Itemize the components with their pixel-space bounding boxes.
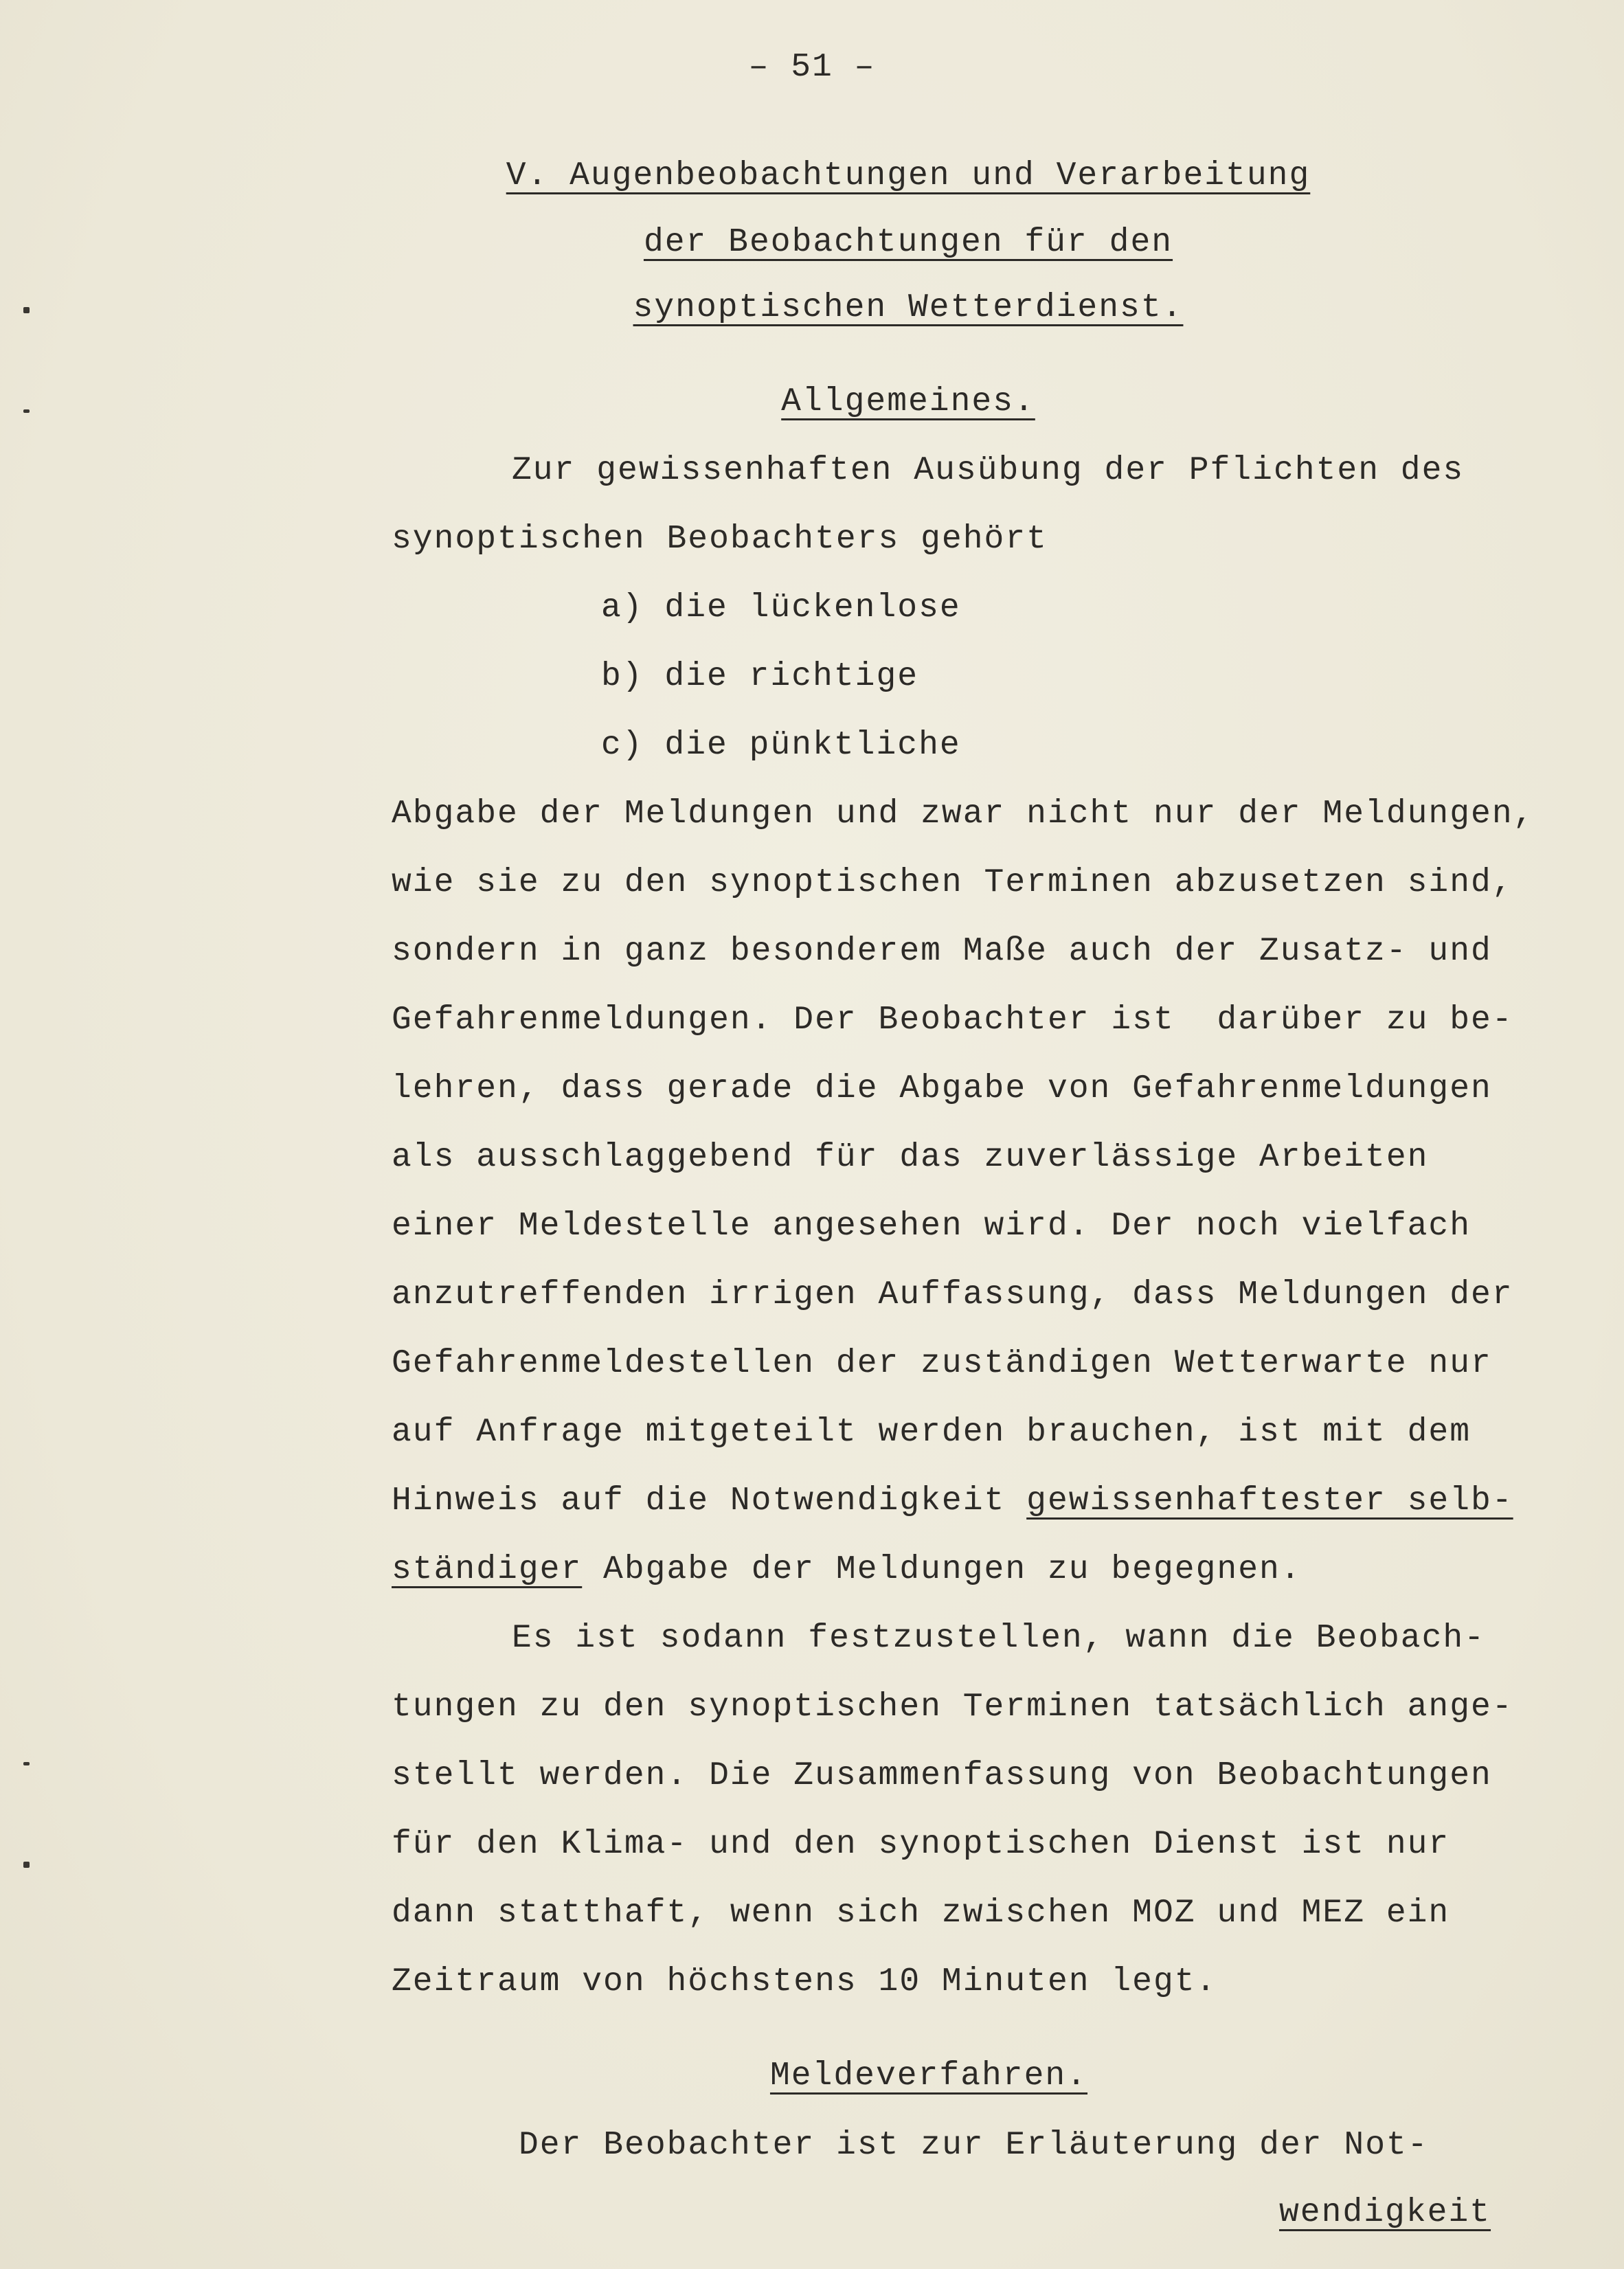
paragraph1-line-14-text: Abgabe der Meldungen zu begegnen. <box>582 1551 1302 1588</box>
paragraph1-line-14 <box>392 1549 1302 1590</box>
heading-line-1: V. Augenbeobachtungen und Verarbeitung <box>506 157 1311 194</box>
margin-mark <box>23 409 30 413</box>
paragraph1-line-11: Gefahrenmeldestellen der zuständigen Wetterwarte nur <box>392 1345 1492 1382</box>
page-number: – 51 – <box>748 49 876 86</box>
paragraph1-line-6: Gefahrenmeldungen. Der Beobachter ist darüber zu be- <box>392 1002 1513 1039</box>
emphasis-underline: gewissenhaftester selb- <box>1026 1482 1513 1520</box>
heading-line-3: synoptischen Wetterdienst. <box>633 289 1184 326</box>
margin-mark <box>23 307 30 313</box>
paragraph2-line-5: dann statthaft, wenn sich zwischen MOZ und MEZ ein <box>392 1895 1450 1932</box>
paragraph1-line-5: sondern in ganz besonderem Maße auch der Zusatz- und <box>392 933 1492 970</box>
paragraph1-line-13-text: Hinweis auf die Notwendigkeit <box>392 1482 1027 1520</box>
paragraph1-line-9: einer Meldestelle angesehen wird. Der noch vielfach <box>392 1208 1471 1245</box>
margin-mark <box>23 1762 30 1765</box>
paragraph2-line-1: Es ist sodann festzustellen, wann die Beobach- <box>512 1620 1486 1657</box>
section-title-allgemeines: Allgemeines. <box>781 383 1035 420</box>
catchword: wendigkeit <box>1279 2194 1491 2231</box>
paragraph1-line-3: Abgabe der Meldungen und zwar nicht nur der Meldungen, <box>392 795 1535 833</box>
paragraph1-line-1: Zur gewissenhaften Ausübung der Pflichten des <box>512 452 1465 489</box>
list-item-a: a) die lückenlose <box>601 589 961 626</box>
paragraph2-line-2: tungen zu den synoptischen Terminen tatsächlich ange- <box>392 1689 1513 1726</box>
paragraph2-line-6: Zeitraum von höchstens 10 Minuten legt. <box>392 1963 1217 2000</box>
paragraph1-line-7: lehren, dass gerade die Abgabe von Gefahrenmeldungen <box>392 1070 1492 1107</box>
list-item-b: b) die richtige <box>601 658 919 695</box>
margin-mark <box>23 1862 30 1868</box>
paragraph1-line-4: wie sie zu den synoptischen Terminen abzusetzen sind, <box>392 864 1513 901</box>
paragraph1-line-12: auf Anfrage mitgeteilt werden brauchen, ist mit dem <box>392 1414 1471 1451</box>
emphasis-underline: ständiger <box>392 1551 583 1588</box>
paragraph1-line-10: anzutreffenden irrigen Auffassung, dass Meldungen der <box>392 1276 1513 1313</box>
list-item-c: c) die pünktliche <box>601 727 961 764</box>
paragraph1-line-8: als ausschlaggebend für das zuverlässige Arbeiten <box>392 1139 1429 1176</box>
section-title-meldeverfahren: Meldeverfahren. <box>769 2057 1088 2095</box>
paragraph2-line-4: für den Klima- und den synoptischen Dienst ist nur <box>392 1826 1450 1863</box>
paragraph2-line-3: stellt werden. Die Zusammenfassung von Beobachtungen <box>392 1757 1492 1794</box>
paragraph1-line-2: synoptischen Beobachters gehört <box>392 521 1048 558</box>
heading-line-2: der Beobachtungen für den <box>643 224 1173 261</box>
paragraph1-line-13 <box>392 1480 1513 1522</box>
paragraph3-line-1: Der Beobachter ist zur Erläuterung der Not- <box>519 2127 1429 2164</box>
